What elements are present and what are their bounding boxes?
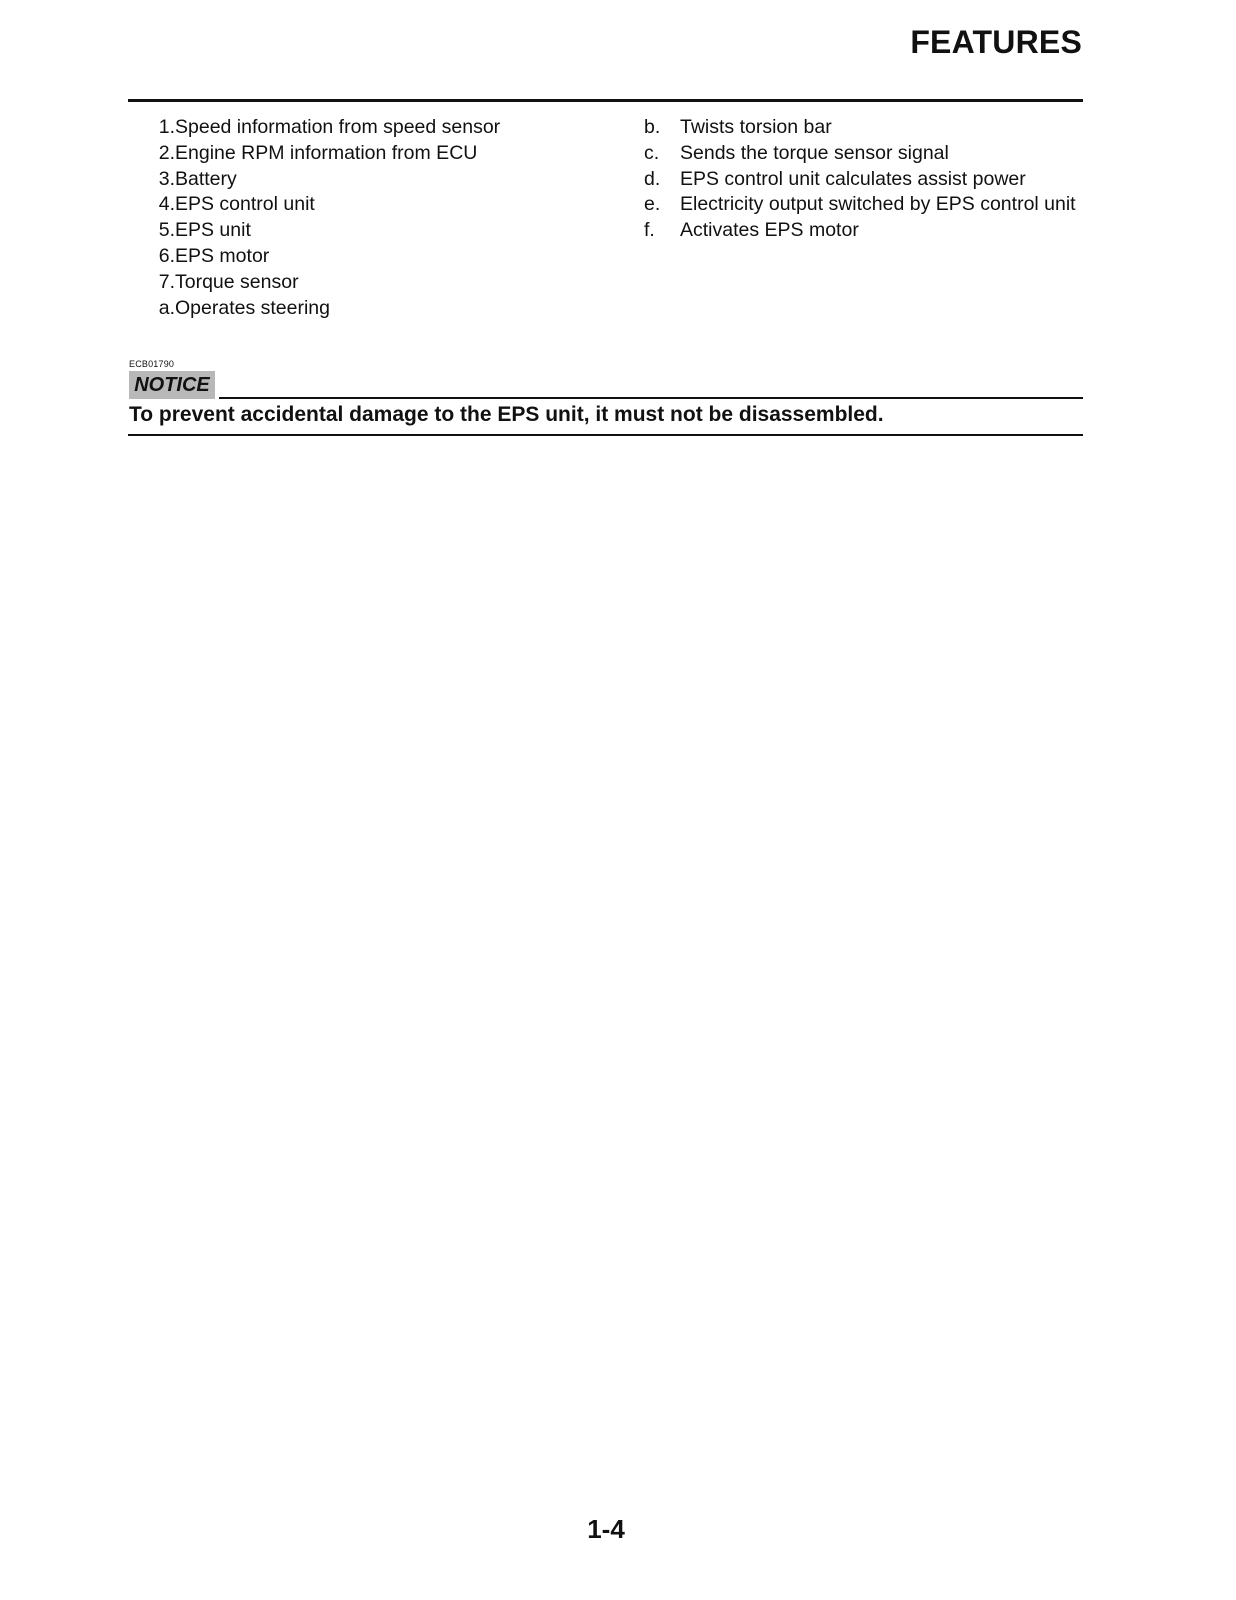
legend-text: Twists torsion bar xyxy=(680,116,832,138)
notice-bottom-divider xyxy=(128,434,1083,436)
page-header-title: FEATURES xyxy=(910,24,1082,60)
legend-text: Battery xyxy=(175,167,237,190)
legend-item xyxy=(140,270,610,296)
legend-text: Sends the torque sensor signal xyxy=(680,141,949,164)
legend-key: 1. xyxy=(158,116,175,138)
legend-key: f. xyxy=(644,219,655,242)
legend-key: e. xyxy=(644,193,661,216)
legend-key: 2. xyxy=(158,141,175,164)
legend-text: Operates steering xyxy=(175,296,331,319)
legend-text: EPS control unit xyxy=(175,193,315,216)
legend-item xyxy=(644,192,1094,218)
legend-list-left xyxy=(140,115,610,321)
legend-key: 3. xyxy=(158,167,175,190)
legend-text: Engine RPM information from ECU xyxy=(175,141,478,164)
legend-text: Speed information from speed sensor xyxy=(175,116,501,138)
legend-item xyxy=(140,167,610,193)
notice-label: NOTICE xyxy=(129,371,215,399)
legend-text: Activates EPS motor xyxy=(680,219,859,242)
legend-key: 4. xyxy=(158,193,175,216)
legend-list-right xyxy=(644,115,1094,244)
legend-key: c. xyxy=(644,141,660,164)
legend-item xyxy=(140,218,610,244)
legend-text: EPS motor xyxy=(175,244,270,267)
legend-item xyxy=(644,141,1094,167)
legend-text: EPS unit xyxy=(175,219,251,242)
legend-key: 5. xyxy=(158,219,175,242)
notice-code: ECB01790 xyxy=(129,359,175,369)
legend-key: b. xyxy=(644,116,661,138)
legend-text: Electricity output switched by EPS control unit xyxy=(680,193,1076,216)
legend-item xyxy=(140,192,610,218)
legend-item xyxy=(140,141,610,167)
legend-text: Torque sensor xyxy=(175,270,299,293)
legend-key: 6. xyxy=(158,244,175,267)
legend-item xyxy=(644,167,1094,193)
legend-text: EPS control unit calculates assist power xyxy=(680,167,1026,190)
legend-key: a. xyxy=(158,296,175,319)
notice-text: To prevent accidental damage to the EPS unit, it must not be disassembled. xyxy=(129,403,884,426)
legend-item xyxy=(140,296,610,322)
legend-item xyxy=(140,244,610,270)
notice-top-divider xyxy=(219,397,1083,399)
legend-item xyxy=(140,115,610,141)
legend-item xyxy=(644,115,1094,141)
legend-key: 7. xyxy=(158,270,175,293)
legend-key: d. xyxy=(644,167,661,190)
page-number: 1-4 xyxy=(587,1514,625,1544)
header-divider xyxy=(128,99,1083,102)
legend-item xyxy=(644,218,1094,244)
